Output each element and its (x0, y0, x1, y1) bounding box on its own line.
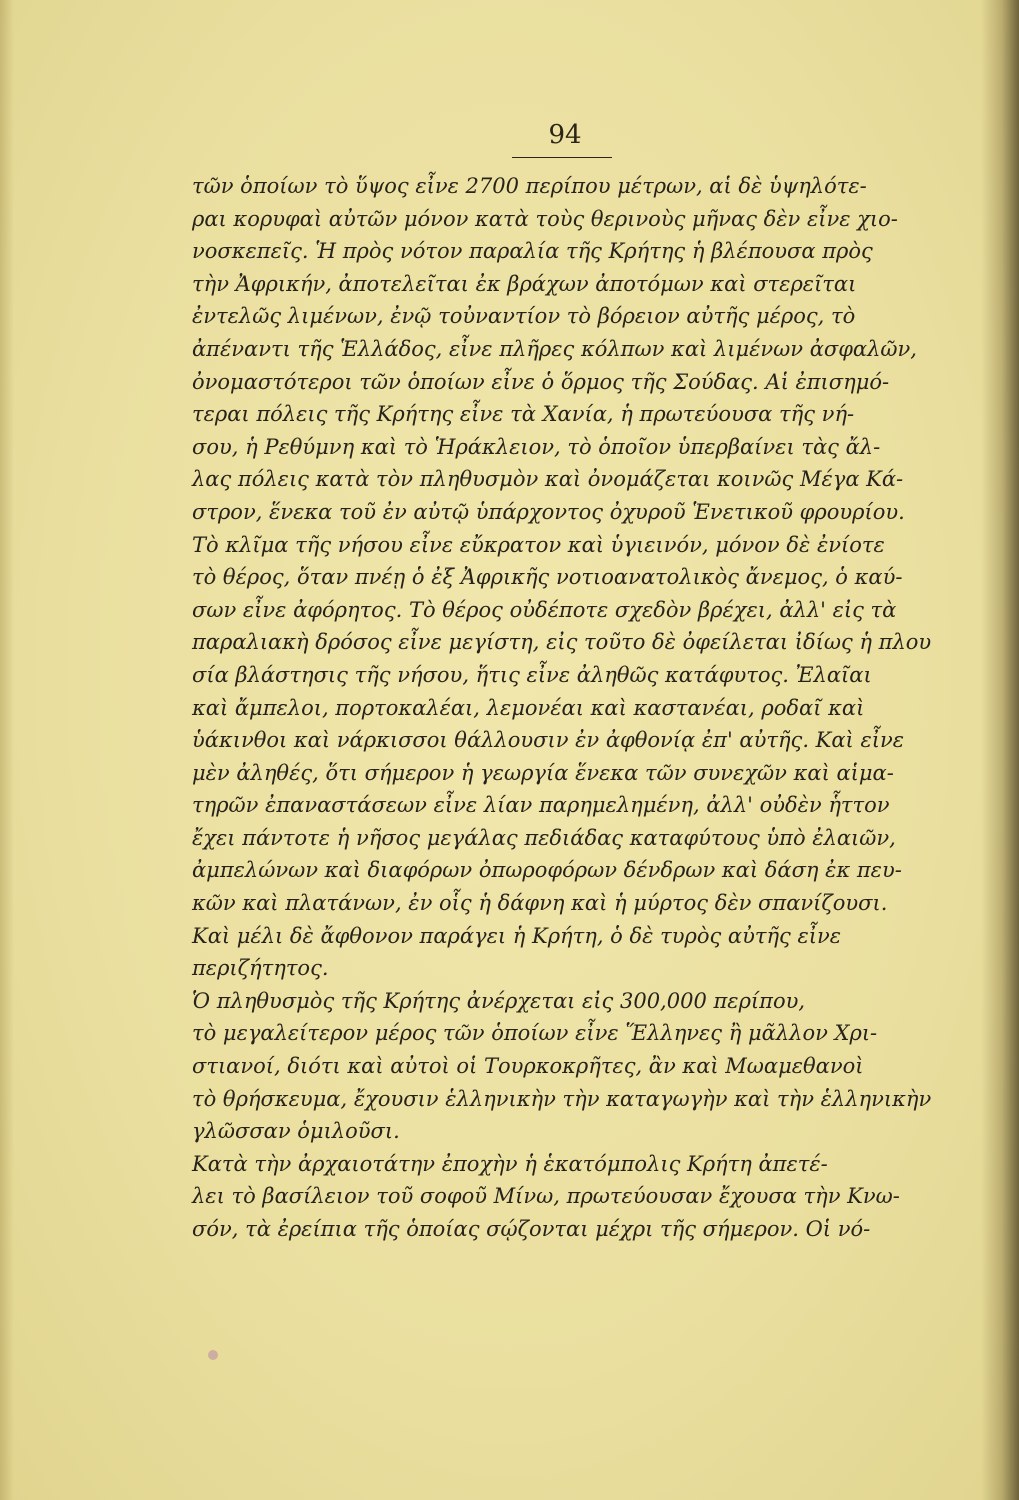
text-line: Ὁ πληθυσμὸς τῆς Κρήτης ἀνέρχεται εἰς 300,000 περίπου, (192, 988, 806, 1013)
text-line: καὶ ἄμπελοι, πορτοκαλέαι, λεμονέαι καὶ καστανέαι, ροδαῖ καὶ (192, 695, 865, 720)
text-line: τεραι πόλεις τῆς Κρήτης εἶνε τὰ Χανία, ἡ πρωτεύουσα τῆς νή- (192, 402, 855, 427)
text-line: τὸ θέρος, ὅταν πνέῃ ὁ ἐξ Ἀφρικῆς νοτιοανατολικὸς ἄνεμος, ὁ καύ- (192, 565, 903, 590)
text-line: λας πόλεις κατὰ τὸν πληθυσμὸν καὶ ὀνομάζεται κοινῶς Μέγα Κά- (192, 467, 904, 492)
text-line: Κατὰ τὴν ἀρχαιοτάτην ἐποχὴν ἡ ἑκατόμπολις Κρήτη ἀπετέ- (192, 1151, 828, 1176)
text-line: ἀμπελώνων καὶ διαφόρων ὀπωροφόρων δένδρων καὶ δάση ἐκ πευ- (192, 858, 902, 883)
text-line: στρον, ἕνεκα τοῦ ἐν αὐτῷ ὑπάρχοντος ὀχυροῦ Ἑνετικοῦ φρουρίου. (192, 499, 905, 524)
body-text (192, 170, 938, 1246)
text-line: ὑάκινθοι καὶ νάρκισσοι θάλλουσιν ἐν ἀφθονίᾳ ἐπ' αὐτῆς. Καὶ εἶνε (192, 728, 904, 753)
text-line: ραι κορυφαὶ αὐτῶν μόνον κατὰ τοὺς θερινοὺς μῆνας δὲν εἶνε χιο- (192, 206, 898, 231)
text-line: Καὶ μέλι δὲ ἄφθονον παράγει ἡ Κρήτη, ὁ δὲ τυρὸς αὐτῆς εἶνε (192, 923, 842, 948)
text-line: τὴν Ἀφρικήν, ἀποτελεῖται ἐκ βράχων ἀποτόμων καὶ στερεῖται (192, 271, 857, 296)
page-number: 94 (548, 120, 582, 150)
text-line: λει τὸ βασίλειον τοῦ σοφοῦ Μίνω, πρωτεύουσαν ἔχουσα τὴν Κνω- (192, 1184, 900, 1209)
page-number-rule (512, 157, 612, 158)
text-line: ὀνομαστότεροι τῶν ὁποίων εἶνε ὁ ὅρμος τῆς Σούδας. Αἱ ἐπισημό- (192, 369, 890, 394)
text-line: ἀπέναντι τῆς Ἑλλάδος, εἶνε πλῆρες κόλπων καὶ λιμένων ἀσφαλῶν, (192, 336, 917, 361)
text-line: τὸ θρήσκευμα, ἔχουσιν ἑλληνικὴν τὴν καταγωγὴν καὶ τὴν ἑλληνικὴν (192, 1086, 932, 1111)
binding-gutter-shadow (981, 0, 1019, 1500)
ink-stamp-mark (208, 1350, 218, 1360)
text-line: Τὸ κλῖμα τῆς νήσου εἶνε εὔκρατον καὶ ὑγιεινόν, μόνον δὲ ἐνίοτε (192, 532, 885, 557)
page-left-edge (0, 0, 14, 1500)
text-line: περιζήτητος. (192, 956, 329, 981)
text-line: τῶν ὁποίων τὸ ὕψος εἶνε 2700 περίπου μέτρων, αἱ δὲ ὑψηλότε- (192, 174, 867, 198)
text-line: κῶν καὶ πλατάνων, ἐν οἷς ἡ δάφνη καὶ ἡ μύρτος δὲν σπανίζουσι. (192, 891, 888, 916)
text-line: τηρῶν ἐπαναστάσεων εἶνε λίαν παρημελημένη, ἀλλ' οὐδὲν ἧττον (192, 793, 890, 818)
text-line: παραλιακὴ δρόσος εἶνε μεγίστη, εἰς τοῦτο δὲ ὀφείλεται ἰδίως ἡ πλου (192, 630, 932, 655)
text-line: σου, ἡ Ρεθύμνη καὶ τὸ Ἡράκλειον, τὸ ὁποῖον ὑπερβαίνει τὰς ἄλ- (192, 434, 881, 459)
text-line: μὲν ἀληθές, ὅτι σήμερον ἡ γεωργία ἕνεκα τῶν συνεχῶν καὶ αἱμα- (192, 760, 894, 785)
text-line: σία βλάστησις τῆς νήσου, ἥτις εἶνε ἀληθῶς κατάφυτος. Ἐλαῖαι (192, 662, 872, 687)
text-line: στιανοί, διότι καὶ αὐτοὶ οἱ Τουρκοκρῆτες, ἂν καὶ Μωαμεθανοὶ (192, 1054, 864, 1079)
text-line: ἔχει πάντοτε ἡ νῆσος μεγάλας πεδιάδας καταφύτους ὑπὸ ἐλαιῶν, (192, 825, 896, 850)
text-line: ἐντελῶς λιμένων, ἐνῷ τοὐναντίον τὸ βόρειον αὐτῆς μέρος, τὸ (192, 304, 856, 329)
text-line: νοσκεπεῖς. Ἡ πρὸς νότον παραλία τῆς Κρήτης ἡ βλέπουσα πρὸς (192, 239, 873, 264)
text-line: τὸ μεγαλείτερον μέρος τῶν ὁποίων εἶνε Ἕλληνες ἢ μᾶλλον Χρι- (192, 1021, 878, 1046)
text-line: γλῶσσαν ὁμιλοῦσι. (192, 1119, 400, 1144)
text-line: σων εἶνε ἀφόρητος. Τὸ θέρος οὐδέποτε σχεδὸν βρέχει, ἀλλ' εἰς τὰ (192, 597, 897, 622)
text-line: σόν, τὰ ἐρείπια τῆς ὁποίας σῴζονται μέχρι τῆς σήμερον. Οἱ νό- (192, 1217, 871, 1241)
